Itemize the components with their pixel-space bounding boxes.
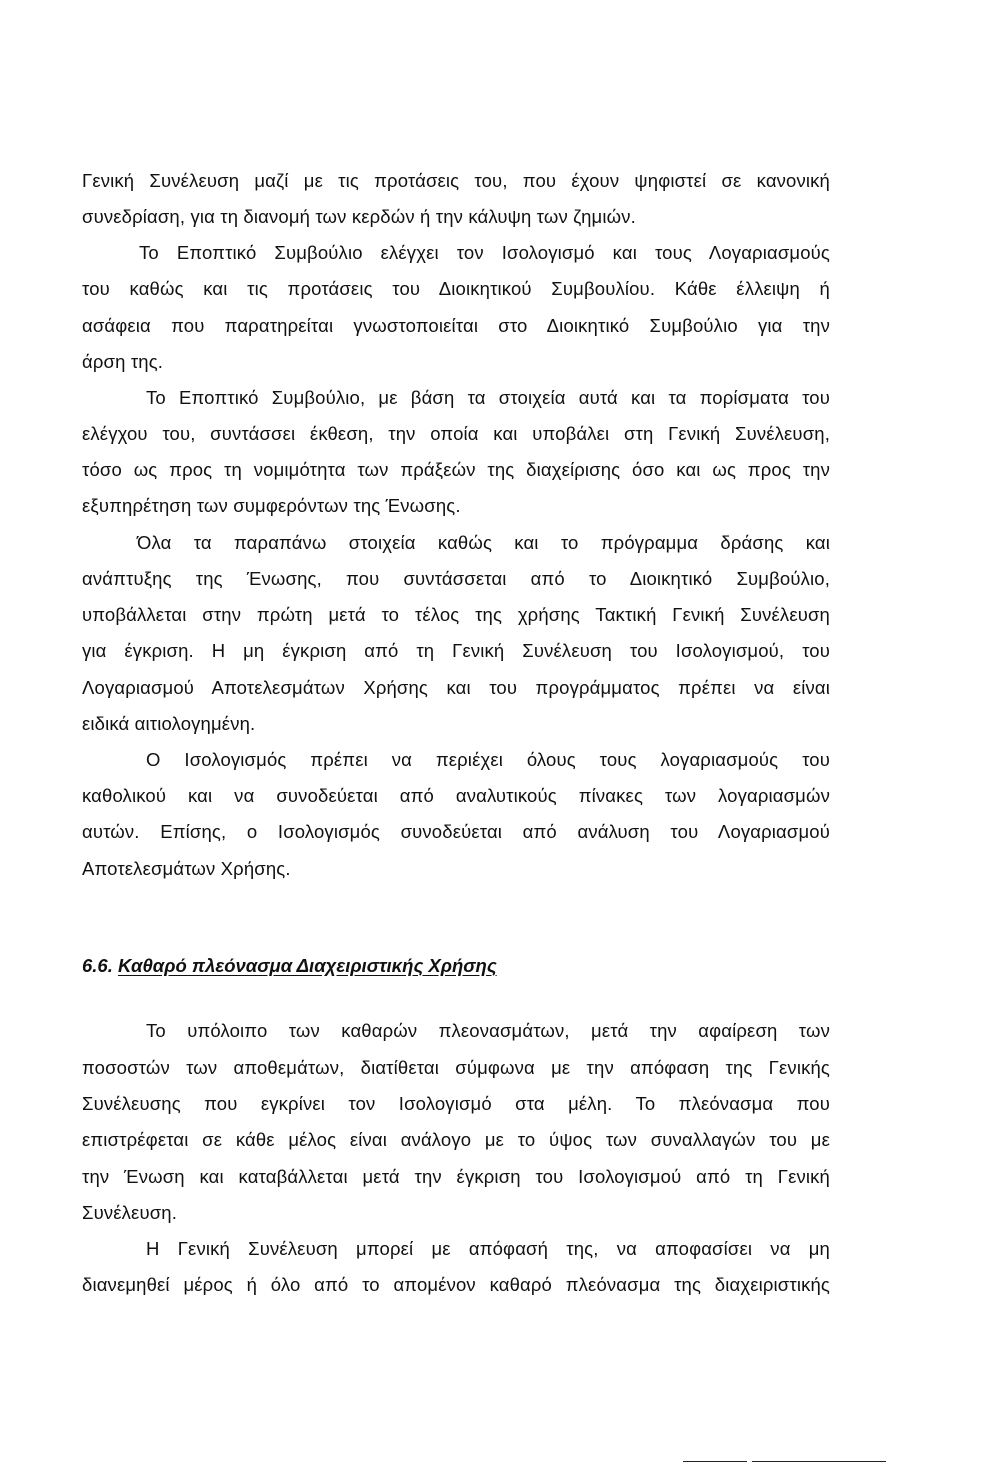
- text-line: Το Εποπτικό Συμβούλιο ελέγχει τον Ισολογισμό και τους Λογαριασμούς: [139, 242, 830, 263]
- text-line: υποβάλλεται στην πρώτη μετά το τέλος της χρήσης Τακτική Γενική Συνέλευση: [82, 604, 830, 625]
- text-line: άρση της.: [82, 351, 164, 372]
- text-line: Συνέλευση.: [82, 1202, 178, 1223]
- text-line: Αποτελεσμάτων Χρήσης.: [82, 858, 291, 879]
- text-line: Όλα τα παραπάνω στοιχεία καθώς και το πρόγραμμα δράσης και: [137, 532, 830, 553]
- text-line: ελέγχου του, συντάσσει έκθεση, την οποία και υποβάλει στη Γενική Συνέλευση,: [82, 423, 830, 444]
- text-line: καθολικού και να συνοδεύεται από αναλυτικούς πίνακες των λογαριασμών: [82, 785, 830, 806]
- text-line: αυτών. Επίσης, ο Ισολογισμός συνοδεύεται από ανάλυση του Λογαριασμού: [82, 821, 830, 842]
- text-line: διανεμηθεί μέρος ή όλο από το απομένον καθαρό πλεόνασμα της διαχειριστικής: [82, 1274, 830, 1295]
- text-line: ασάφεια που παρατηρείται γνωστοποιείται στο Διοικητικό Συμβούλιο για την: [82, 315, 830, 336]
- text-line: Ο Ισολογισμός πρέπει να περιέχει όλους τους λογαριασμούς του: [146, 749, 830, 770]
- section-number: 6.6.: [82, 955, 113, 976]
- text-line: την Ένωση και καταβάλλεται μετά την έγκριση του Ισολογισμού από τη Γενική: [82, 1166, 830, 1187]
- text-line: Λογαριασμού Αποτελεσμάτων Χρήσης και του προγράμματος πρέπει να είναι: [82, 677, 830, 698]
- text-line: ειδικά αιτιολογημένη.: [82, 713, 256, 734]
- text-line: ποσοστών των αποθεμάτων, διατίθεται σύμφωνα με την απόφαση της Γενικής: [82, 1057, 830, 1078]
- text-line: Το υπόλοιπο των καθαρών πλεονασμάτων, μετά την αφαίρεση των: [146, 1020, 830, 1041]
- footer-divider: [752, 1461, 886, 1462]
- footer-divider: [683, 1461, 747, 1462]
- text-line: επιστρέφεται σε κάθε μέλος είναι ανάλογο με το ύψος των συναλλαγών του με: [82, 1129, 830, 1150]
- text-line: Συνέλευσης που εγκρίνει τον Ισολογισμό στα μέλη. Το πλεόνασμα που: [82, 1093, 830, 1114]
- text-line: συνεδρίαση, για τη διανομή των κερδών ή την κάλυψη των ζημιών.: [82, 206, 636, 227]
- text-line: Γενική Συνέλευση μαζί με τις προτάσεις του, που έχουν ψηφιστεί σε κανονική: [82, 170, 830, 191]
- text-line: εξυπηρέτηση των συμφερόντων της Ένωσης.: [82, 495, 461, 516]
- text-line: τόσο ως προς τη νομιμότητα των πράξεών της διαχείρισης όσο και ως προς την: [82, 459, 830, 480]
- section-title: Καθαρό πλεόνασμα Διαχειριστικής Χρήσης: [118, 955, 497, 976]
- text-line: για έγκριση. Η μη έγκριση από τη Γενική Συνέλευση του Ισολογισμού, του: [82, 640, 830, 661]
- text-line: ανάπτυξης της Ένωσης, που συντάσσεται από το Διοικητικό Συμβούλιο,: [82, 568, 830, 589]
- text-line: του καθώς και τις προτάσεις του Διοικητικού Συμβουλίου. Κάθε έλλειψη ή: [82, 278, 830, 299]
- section-heading: [82, 951, 497, 981]
- text-line: Η Γενική Συνέλευση μπορεί με απόφασή της, να αποφασίσει να μη: [146, 1238, 830, 1259]
- text-line: Το Εποπτικό Συμβούλιο, με βάση τα στοιχεία αυτά και τα πορίσματα του: [146, 387, 830, 408]
